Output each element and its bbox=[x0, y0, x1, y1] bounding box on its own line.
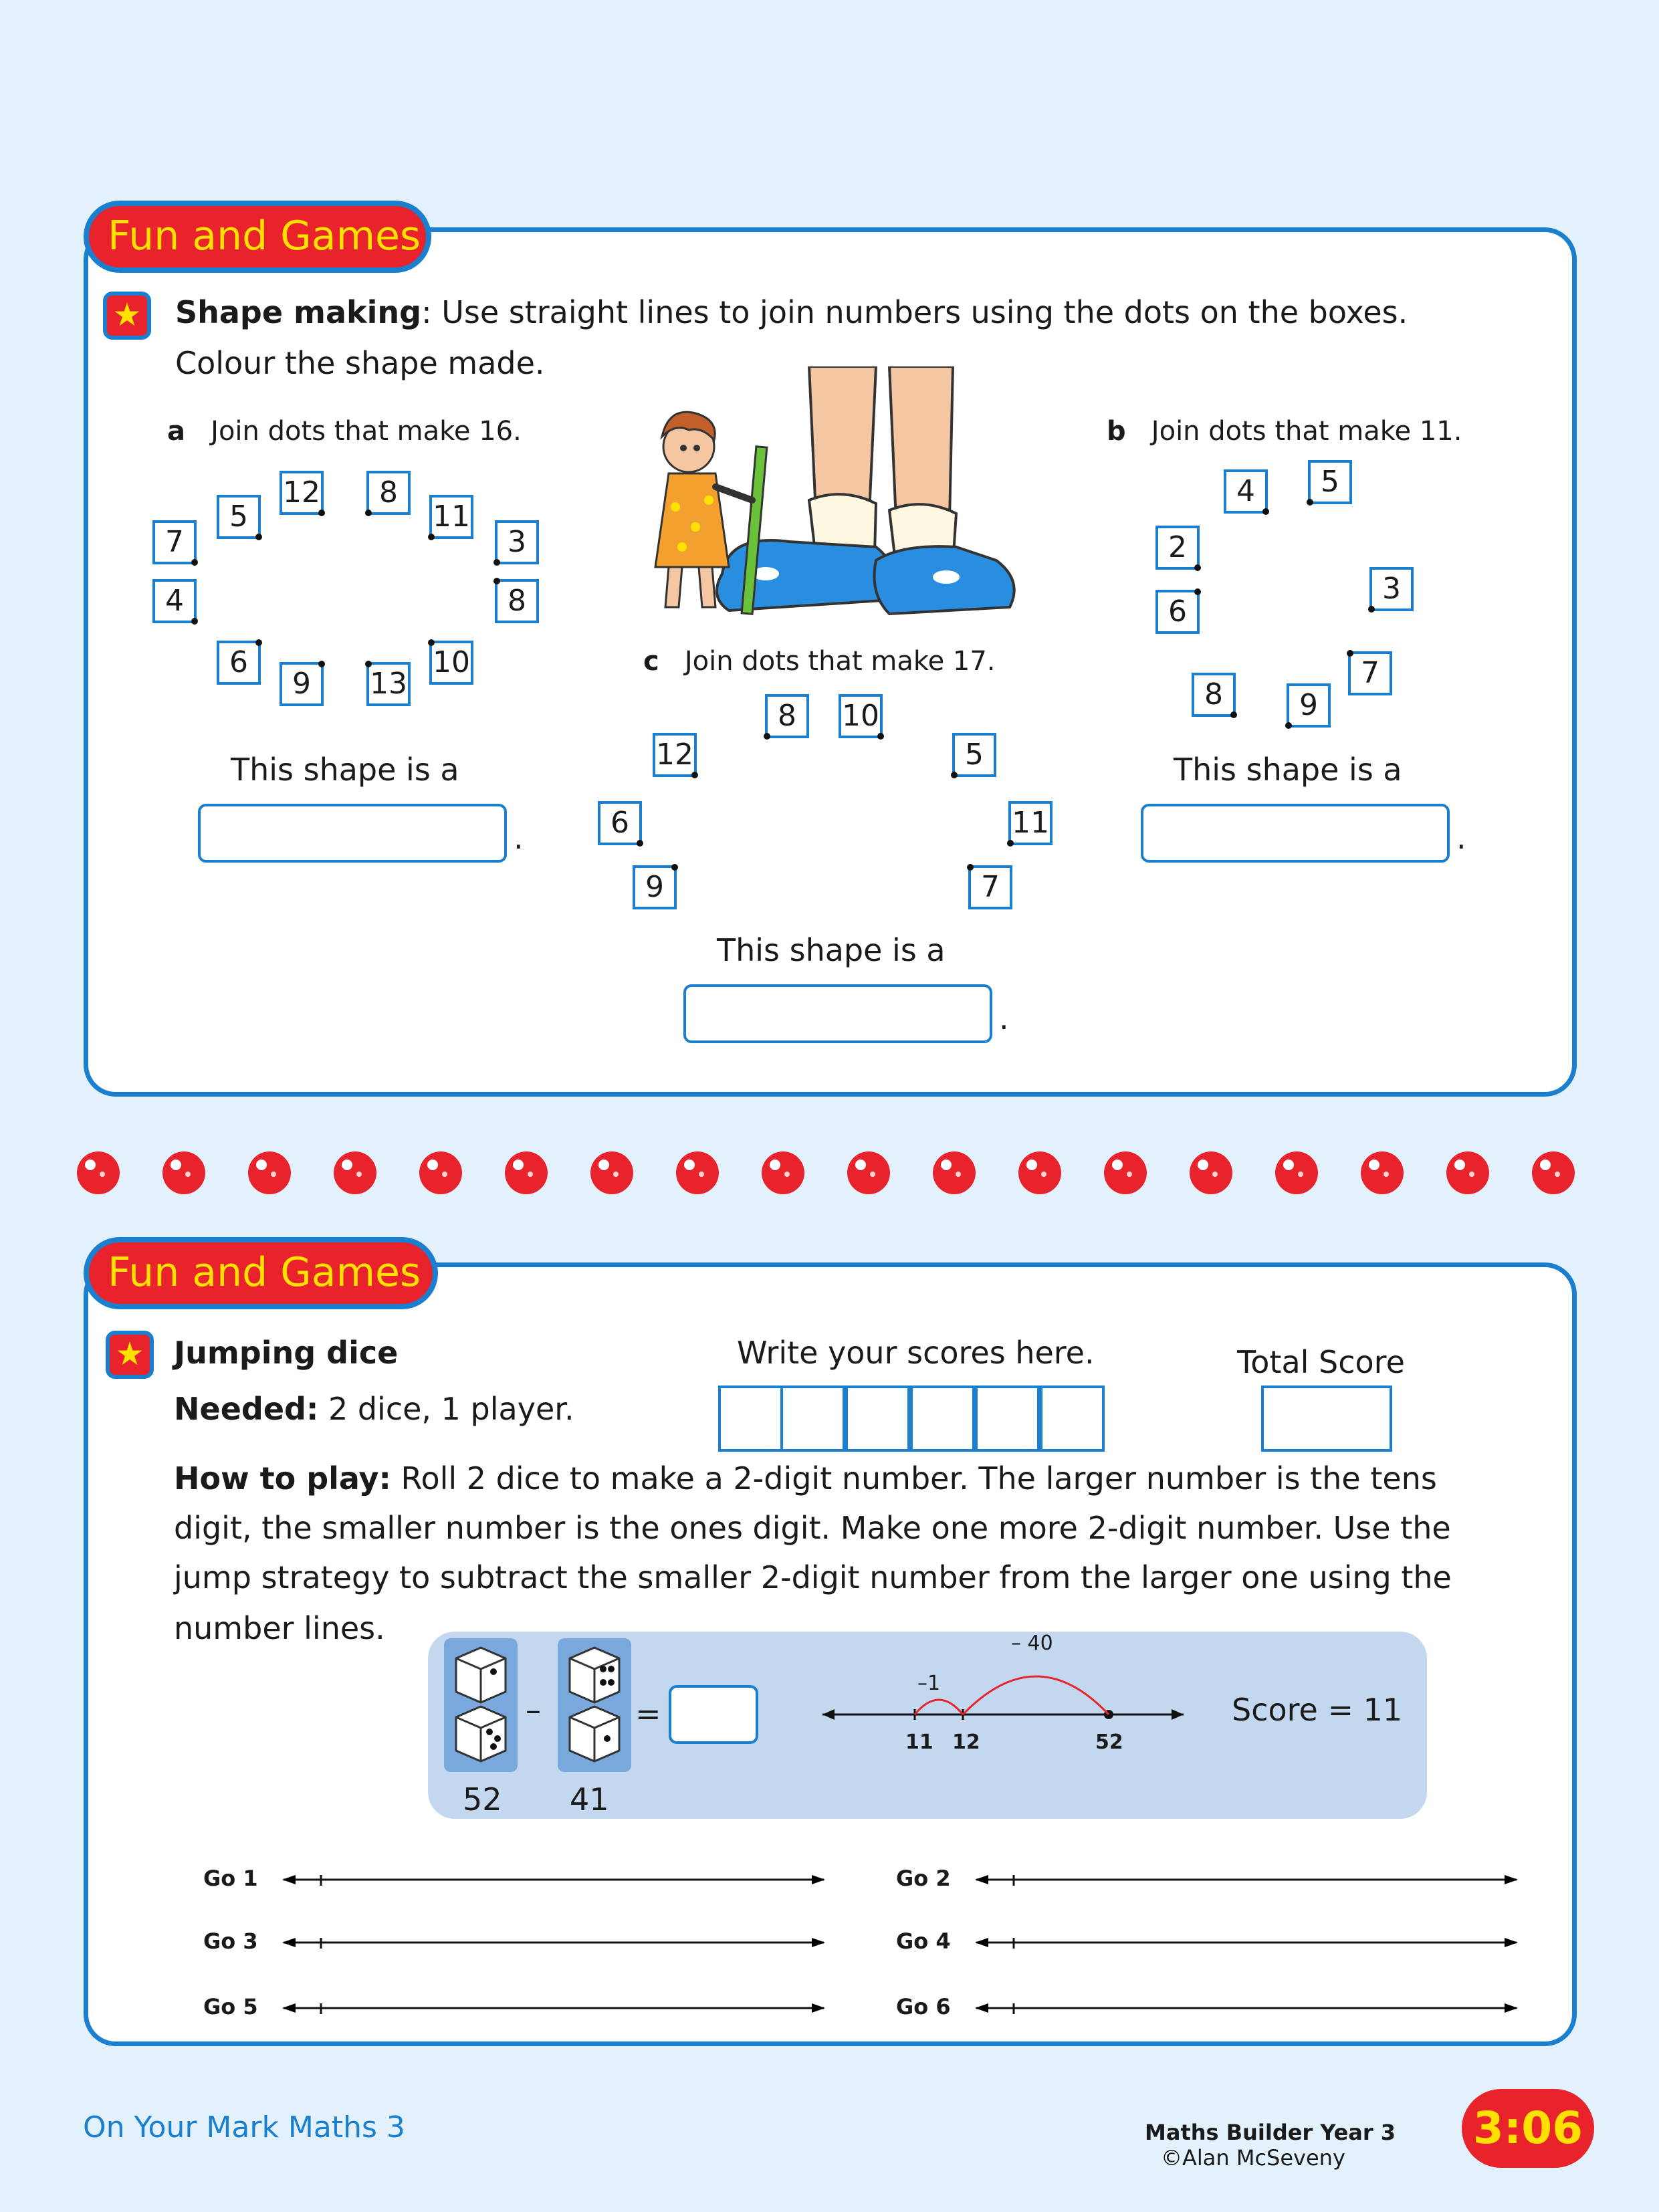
instruction-line-1: : Use straight lines to join numbers using the dots on the boxes. bbox=[421, 294, 1408, 330]
number-box[interactable]: 9 bbox=[633, 865, 677, 909]
scores-label: Write your scores here. bbox=[737, 1335, 1095, 1371]
footer-author: ©Alan McSeveny bbox=[1161, 2145, 1345, 2171]
number-box[interactable]: 9 bbox=[280, 662, 324, 706]
example-number-1: 52 bbox=[463, 1781, 502, 1817]
go-label: Go 2 bbox=[896, 1866, 951, 1891]
number-box[interactable]: 10 bbox=[839, 694, 883, 738]
tick-label-11: 11 bbox=[905, 1731, 933, 1754]
red-dot-icon bbox=[77, 1151, 120, 1194]
go-label: Go 5 bbox=[203, 1994, 258, 2019]
example-answer-box[interactable] bbox=[669, 1685, 758, 1744]
number-box[interactable]: 6 bbox=[217, 641, 261, 685]
how-to-play-line-4: number lines. bbox=[174, 1610, 385, 1646]
go-label: Go 1 bbox=[203, 1866, 258, 1891]
number-box[interactable]: 7 bbox=[968, 865, 1012, 909]
part-b-period: . bbox=[1456, 820, 1466, 856]
how-to-play-label: How to play: bbox=[174, 1460, 391, 1497]
red-dot-icon bbox=[162, 1151, 205, 1194]
part-c-heading bbox=[643, 646, 996, 677]
dice-pair-2 bbox=[558, 1638, 631, 1772]
red-dot-icon bbox=[676, 1151, 719, 1194]
red-dot-icon bbox=[1190, 1151, 1232, 1194]
shape-making-title: Shape making bbox=[175, 294, 422, 330]
number-box[interactable]: 7 bbox=[1348, 651, 1392, 695]
go-label: Go 4 bbox=[896, 1928, 951, 1954]
red-dot-icon bbox=[1104, 1151, 1147, 1194]
number-box[interactable]: 3 bbox=[1369, 567, 1414, 611]
red-dot-icon bbox=[248, 1151, 291, 1194]
page-number-badge bbox=[1462, 2089, 1594, 2168]
number-box[interactable]: 8 bbox=[765, 694, 809, 738]
go-label: Go 6 bbox=[896, 1994, 951, 2019]
red-dot-icon bbox=[419, 1151, 462, 1194]
red-dot-icon bbox=[590, 1151, 633, 1194]
footer-book-title: Maths Builder Year 3 bbox=[1145, 2120, 1396, 2145]
part-a-period: . bbox=[514, 820, 524, 856]
dice-pair-1 bbox=[444, 1638, 518, 1772]
part-c-prompt: Join dots that make 17. bbox=[684, 646, 996, 677]
number-box[interactable]: 5 bbox=[1308, 460, 1352, 504]
how-to-play-line-3: jump strategy to subtract the smaller 2-digit number from the larger one using the bbox=[174, 1559, 1452, 1595]
fun-and-games-tab-2 bbox=[84, 1237, 438, 1309]
number-box[interactable]: 12 bbox=[280, 471, 324, 515]
number-box[interactable]: 8 bbox=[366, 471, 411, 515]
go-label: Go 3 bbox=[203, 1928, 258, 1954]
part-b-shape-prompt: This shape is a bbox=[1174, 752, 1402, 788]
total-score-cell[interactable] bbox=[1261, 1386, 1392, 1452]
score-cell[interactable] bbox=[975, 1386, 1040, 1452]
score-cell[interactable] bbox=[1040, 1386, 1105, 1452]
number-line[interactable] bbox=[974, 1932, 1519, 1953]
fun-and-games-tab-1 bbox=[84, 201, 431, 273]
part-b-answer-box[interactable] bbox=[1141, 804, 1450, 863]
number-box[interactable]: 11 bbox=[1008, 801, 1053, 845]
number-line[interactable] bbox=[974, 1998, 1519, 2018]
number-box[interactable]: 6 bbox=[1155, 590, 1200, 634]
red-dot-icon bbox=[847, 1151, 890, 1194]
part-c-period: . bbox=[999, 1000, 1009, 1036]
number-box[interactable]: 8 bbox=[1192, 673, 1236, 717]
number-line[interactable] bbox=[974, 1870, 1519, 1890]
jump-big-label: – 40 bbox=[1011, 1632, 1053, 1655]
number-box[interactable]: 4 bbox=[152, 579, 197, 623]
tick-label-52: 52 bbox=[1095, 1731, 1123, 1754]
number-box[interactable]: 8 bbox=[495, 579, 539, 623]
how-to-play-line-1: How to play: Roll 2 dice to make a 2-digit number. The larger number is the tens bbox=[174, 1460, 1437, 1497]
how-to-play-line-2: digit, the smaller number is the ones digit. Make one more 2-digit number. Use the bbox=[174, 1510, 1451, 1546]
example-number-2: 41 bbox=[570, 1781, 609, 1817]
page-number: 3:06 bbox=[1472, 2102, 1583, 2154]
number-line[interactable] bbox=[281, 1870, 826, 1890]
score-cell[interactable] bbox=[845, 1386, 910, 1452]
equals-sign: = bbox=[635, 1696, 661, 1732]
number-box[interactable]: 11 bbox=[429, 495, 473, 539]
number-box[interactable]: 10 bbox=[429, 641, 473, 685]
number-box[interactable]: 9 bbox=[1287, 683, 1331, 728]
needed-line bbox=[174, 1391, 574, 1427]
red-dot-icon bbox=[933, 1151, 976, 1194]
number-box[interactable]: 12 bbox=[653, 733, 697, 777]
red-dot-icon bbox=[762, 1151, 804, 1194]
number-box[interactable]: 5 bbox=[952, 733, 996, 777]
red-dot-icon bbox=[1018, 1151, 1061, 1194]
part-a-letter: a bbox=[167, 416, 185, 447]
jumping-dice-title: Jumping dice bbox=[174, 1335, 399, 1371]
needed-label: Needed: bbox=[174, 1391, 319, 1427]
number-line[interactable] bbox=[281, 1932, 826, 1953]
red-dot-icon bbox=[1532, 1151, 1575, 1194]
example-number-line bbox=[816, 1632, 1190, 1765]
number-line[interactable] bbox=[281, 1998, 826, 2018]
number-box[interactable]: 2 bbox=[1155, 526, 1200, 570]
number-box[interactable]: 6 bbox=[598, 801, 642, 845]
tab-label: Fun and Games bbox=[108, 1249, 421, 1296]
footer-series-title: On Your Mark Maths 3 bbox=[83, 2110, 405, 2144]
part-c-shape-prompt: This shape is a bbox=[717, 932, 946, 968]
number-box[interactable]: 4 bbox=[1224, 469, 1268, 514]
part-c-letter: c bbox=[643, 646, 659, 677]
tick-label-12: 12 bbox=[952, 1731, 980, 1754]
star-icon: ★ bbox=[103, 292, 151, 340]
part-b-prompt: Join dots that make 11. bbox=[1151, 416, 1462, 447]
needed-text: 2 dice, 1 player. bbox=[318, 1391, 574, 1427]
part-a-shape-prompt: This shape is a bbox=[231, 752, 459, 788]
star-icon: ★ bbox=[106, 1331, 154, 1379]
girl-and-giant-feet-illustration bbox=[622, 366, 1023, 621]
tab-label: Fun and Games bbox=[108, 213, 421, 259]
score-cell[interactable] bbox=[780, 1386, 845, 1452]
red-dot-icon bbox=[1446, 1151, 1489, 1194]
red-dot-icon bbox=[1275, 1151, 1318, 1194]
red-dot-icon bbox=[505, 1151, 548, 1194]
part-a-answer-box[interactable] bbox=[198, 804, 507, 863]
example-score: Score = 11 bbox=[1232, 1692, 1403, 1728]
number-box[interactable]: 13 bbox=[366, 662, 411, 706]
instruction-line-2: Colour the shape made. bbox=[175, 345, 545, 381]
number-box[interactable]: 5 bbox=[217, 495, 261, 539]
part-a-prompt: Join dots that make 16. bbox=[211, 416, 522, 447]
part-c-answer-box[interactable] bbox=[683, 984, 992, 1043]
shape-making-instruction bbox=[175, 294, 1408, 330]
red-dot-icon bbox=[334, 1151, 376, 1194]
score-cell[interactable] bbox=[718, 1386, 783, 1452]
red-dot-icon bbox=[1361, 1151, 1404, 1194]
total-score-label: Total Score bbox=[1237, 1344, 1405, 1380]
part-b-letter: b bbox=[1107, 416, 1126, 447]
part-a-heading bbox=[167, 416, 522, 447]
minus-sign: – bbox=[526, 1692, 541, 1728]
number-box[interactable]: 7 bbox=[152, 520, 197, 564]
part-b-heading bbox=[1107, 416, 1462, 447]
score-cell[interactable] bbox=[910, 1386, 975, 1452]
jump-small-label: –1 bbox=[917, 1672, 941, 1695]
number-box[interactable]: 3 bbox=[495, 520, 539, 564]
